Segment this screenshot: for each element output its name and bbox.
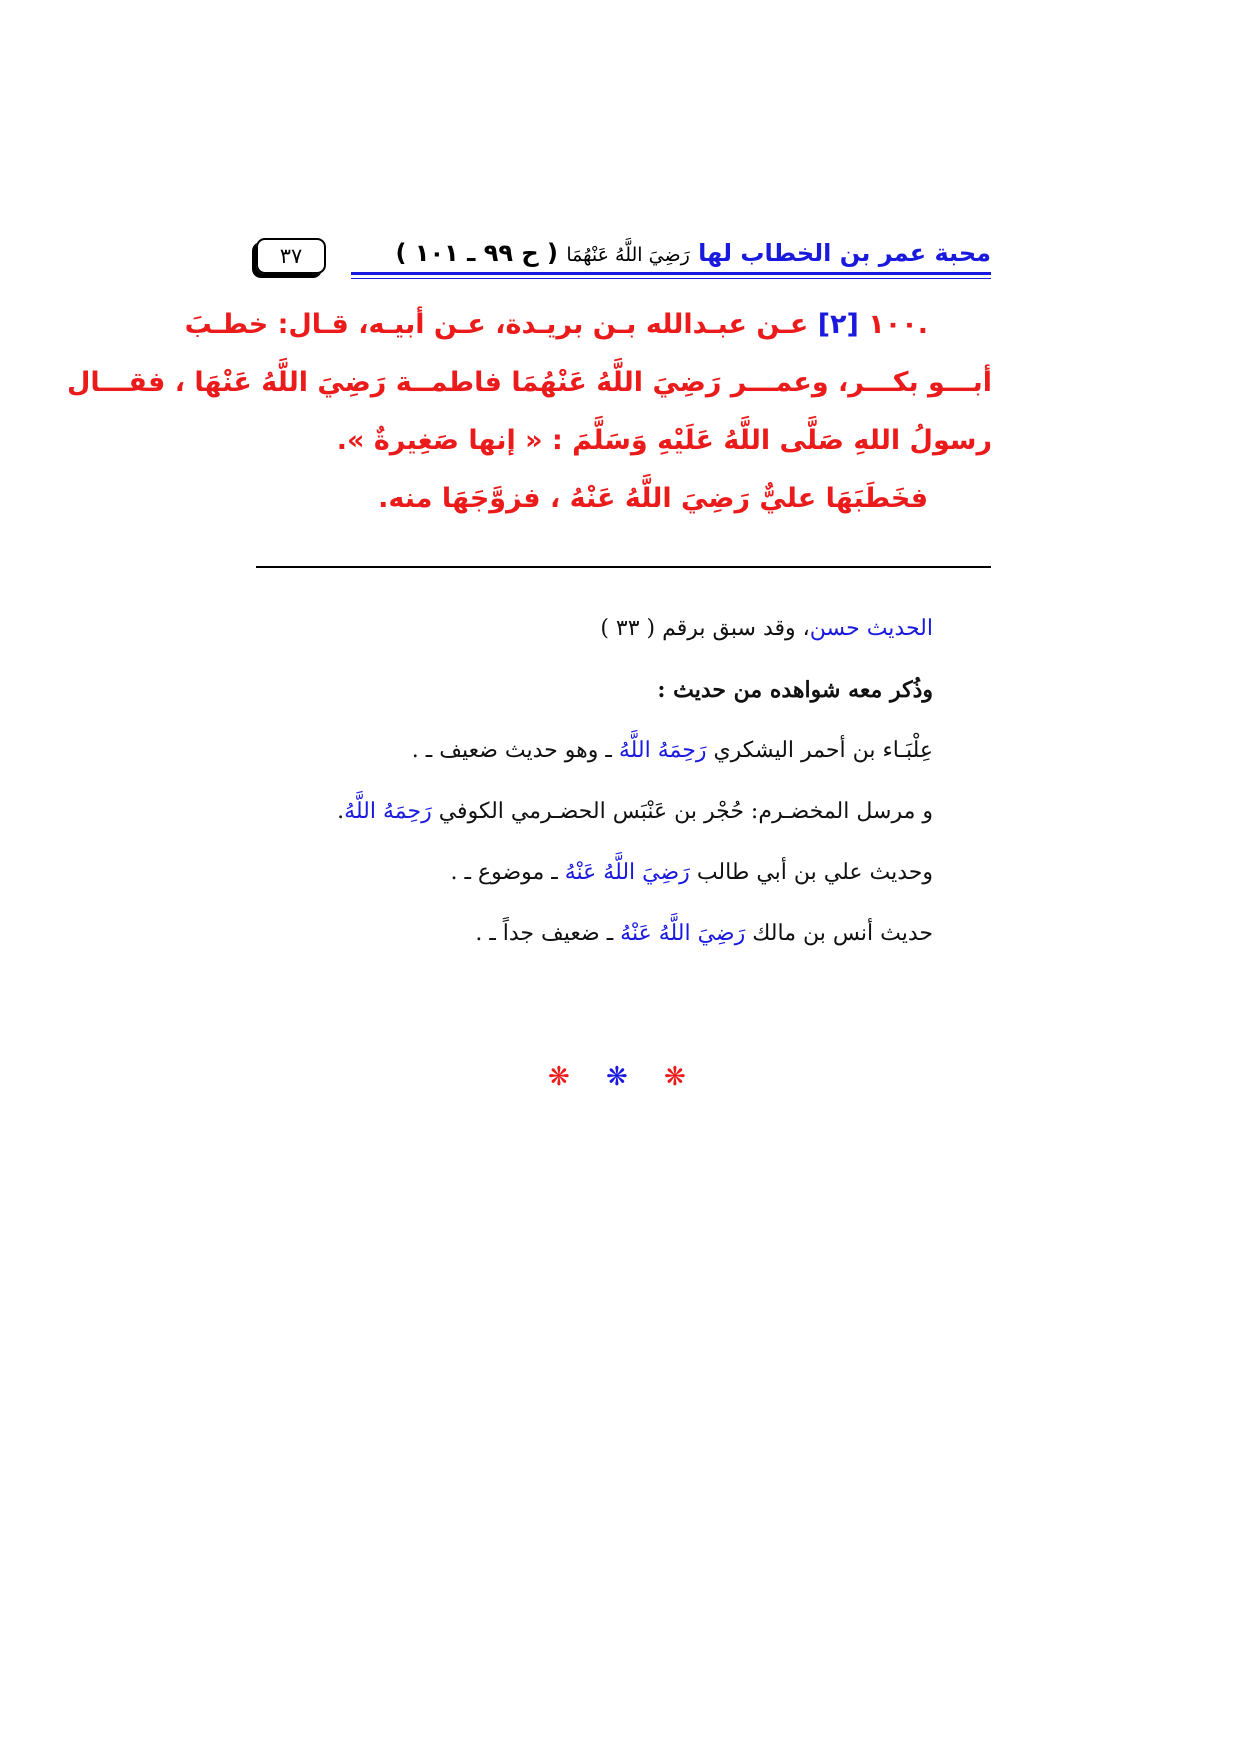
- hadith-line-2-text: أبـــو بكـــر، وعمـــر رَضِيَ اللَّهُ عَنْهُمَا فاطمــة رَضِيَ اللَّهُ عَنْهَا ، فقـــال: [66, 367, 992, 398]
- takhreej-line-6-note: ـ ضعيف جداً ـ .: [475, 921, 614, 946]
- hadith-sub-number: [٢]: [817, 309, 859, 340]
- hadith-line-3-text: رسولُ اللهِ صَلَّى اللَّهُ عَلَيْهِ وَسَلَّمَ : « إنها صَغِيرةٌ ».: [336, 425, 992, 456]
- takhreej-line-4: [233, 787, 933, 848]
- chapter-title: [396, 236, 991, 272]
- page-number: ٣٧: [279, 244, 303, 268]
- header-rule-thick: [351, 272, 991, 275]
- separator-star-icon: ❋: [606, 1062, 628, 1092]
- hadith-number: .١٠٠: [868, 309, 928, 340]
- page-header: [256, 236, 991, 276]
- header-rule-thin: [351, 278, 991, 279]
- section-separator: [548, 1062, 698, 1092]
- takhreej-line-6: [233, 909, 933, 970]
- takhreej-line-2-text: وذُكر معه شواهده من حديث :: [657, 677, 933, 703]
- takhreej-line-3: [233, 726, 933, 787]
- page-number-frame: [256, 238, 326, 274]
- chapter-title-range: ( ح ٩٩ ـ ١٠١ ): [395, 239, 559, 267]
- hadith-line-1: [184, 296, 992, 354]
- takhreej-section: [233, 604, 933, 970]
- grading-label: الحديث حسن: [809, 616, 933, 641]
- hadith-text: [66, 296, 992, 528]
- takhreej-line-5-note: ـ موضوع ـ .: [450, 860, 558, 885]
- takhreej-line-4-honorific: رَحِمَهُ اللَّهُ: [344, 799, 432, 824]
- takhreej-line-3-text: عِلْبَـاء بن أحمر اليشكري: [713, 738, 933, 763]
- hadith-line-2: [66, 354, 992, 412]
- takhreej-line-5: [233, 848, 933, 909]
- takhreej-line-6-honorific: رَضِيَ اللَّهُ عَنْهُ: [620, 921, 746, 946]
- takhreej-line-1-text: ، وقد سبق برقم ( ٣٣ ): [600, 616, 810, 641]
- chapter-title-honorific: رَضِيَ اللَّهُ عَنْهُمَا: [566, 244, 690, 266]
- takhreej-line-5-text: وحديث علي بن أبي طالب: [696, 860, 933, 885]
- hadith-line-4-text: فخَطَبَهَا عليٌّ رَضِيَ اللَّهُ عَنْهُ ، فزوَّجَهَا منه.: [378, 483, 928, 514]
- takhreej-line-3-honorific: رَحِمَهُ اللَّهُ: [618, 738, 707, 763]
- takhreej-line-2: [233, 665, 933, 726]
- footnote-divider: [256, 566, 991, 568]
- hadith-line-1-text: عـن عبـدالله بـن بريـدة، عـن أبيـه، قـال: خطـبَ: [184, 309, 809, 340]
- takhreej-line-6-text: حديث أنس بن مالك: [752, 921, 933, 946]
- takhreej-line-4-text: و مرسل المخضـرم: حُجْر بن عَنْبَس الحضـرمي الكوفي: [438, 799, 933, 824]
- chapter-title-text: محبة عمر بن الخطاب لها: [698, 239, 991, 267]
- hadith-line-3: [250, 412, 992, 470]
- takhreej-line-3-note: ـ وهو حديث ضعيف ـ .: [411, 738, 612, 763]
- hadith-line-4: [250, 470, 992, 528]
- takhreej-line-1: [233, 604, 933, 665]
- takhreej-line-5-honorific: رَضِيَ اللَّهُ عَنْهُ: [564, 860, 690, 885]
- separator-star-icon: ❋: [664, 1062, 686, 1092]
- separator-star-icon: ❋: [548, 1062, 570, 1092]
- takhreej-line-4-end: .: [337, 799, 345, 824]
